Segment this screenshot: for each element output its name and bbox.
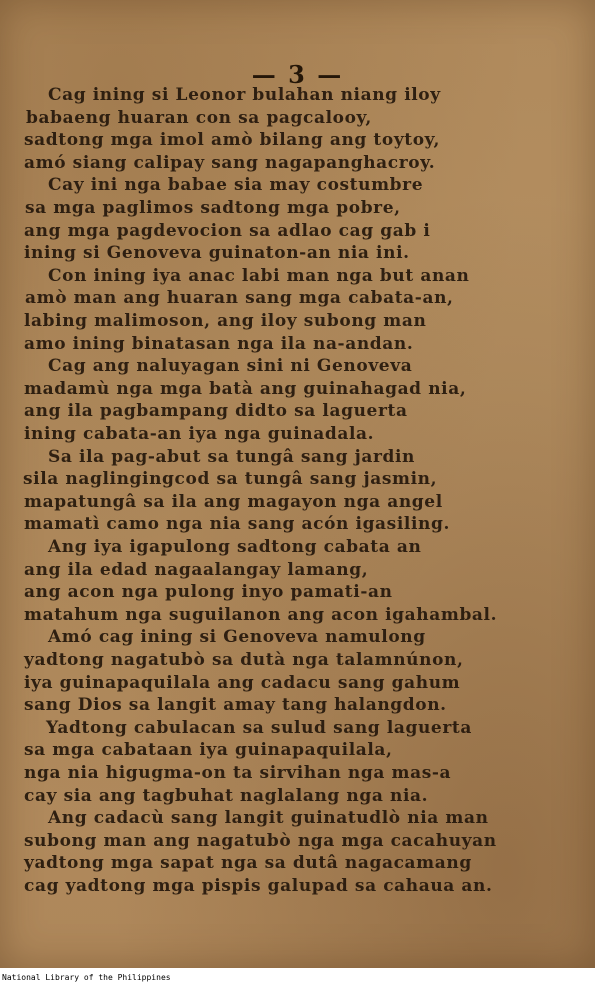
poem-line: mamatì camo nga nia sang acón igasiling. — [24, 514, 450, 535]
poem-line: ang mga pagdevocion sa adlao cag gab i — [24, 220, 431, 241]
poem-line: sa mga paglimos sadtong mga pobre, — [25, 198, 401, 218]
poem-line: amò man ang huaran sang mga cabata-an, — [25, 288, 454, 309]
library-footer: National Library of the Philippines — [2, 973, 171, 982]
poem-line: madamù nga mga batà ang guinahagad nia, — [24, 378, 467, 399]
poem-line: Cag ang naluyagan sini ni Genoveva — [48, 356, 413, 377]
poem-line: ang ila edad nagaalangay lamang, — [24, 559, 369, 580]
poem-line: sila naglingingcod sa tungâ sang jasmin, — [23, 469, 438, 490]
poem-line: sadtong mga imol amò bilang ang toytoy, — [24, 130, 441, 151]
page-number: — 3 — — [251, 60, 344, 89]
poem-line: ining si Genoveva guinaton-an nia ini. — [24, 243, 410, 264]
poem-line: sang Dios sa langit amay tang halangdon. — [24, 695, 447, 716]
poem-line: mapatungâ sa ila ang magayon nga angel — [24, 491, 443, 512]
poem-line: Amó cag ining si Genoveva namulong — [48, 627, 426, 648]
poem-line: yadtong nagatubò sa dutà nga talamnúnon, — [24, 650, 464, 670]
poem-line: yadtong mga sapat nga sa dutâ nagacamang — [24, 853, 472, 874]
poem-line: cay sia ang tagbuhat naglalang nga nia. — [24, 785, 429, 806]
poem-line: nga nia higugma-on ta sirvihan nga mas-a — [24, 763, 452, 783]
poem-line: labing malimoson, ang iloy subong man — [24, 311, 427, 331]
poem-line: matahum nga suguilanon ang acon igahambal. — [24, 604, 498, 625]
poem-line: Ang iya igapulong sadtong cabata an — [48, 537, 422, 557]
poem-line: amó siang calipay sang nagapanghacroy. — [24, 152, 436, 173]
poem-line: sa mga cabataan iya guinapaquilala, — [24, 740, 393, 761]
poem-line: iya guinapaquilala ang cadacu sang gahum — [24, 672, 461, 693]
poem-line: ang ila pagbampang didto sa laguerta — [24, 401, 408, 422]
poem-line: babaeng huaran con sa pagcalooy, — [26, 107, 372, 128]
poem-line: cag yadtong mga pispis galupad sa cahaua an. — [24, 876, 493, 896]
poem-line: amo ining binatasan nga ila na-andan. — [24, 333, 414, 354]
poem-line: ining cabata-an iya nga guinadala. — [24, 424, 375, 444]
poem-line: Sa ila pag-abut sa tungâ sang jardin — [48, 446, 416, 467]
poem-line: ang acon nga pulong inyo pamati-an — [24, 582, 393, 603]
poem-line: subong man ang nagatubò nga mga cacahuyan — [24, 830, 497, 851]
poem-line: Yadtong cabulacan sa sulud sang laguerta — [46, 717, 472, 738]
poem-line: Ang cadacù sang langit guinatudlò nia man — [48, 808, 489, 829]
poem-line: Cay ini nga babae sia may costumbre — [48, 175, 424, 196]
poem-line: Con ining iya anac labi man nga but anan — [48, 265, 470, 286]
poem-line: Cag ining si Leonor bulahan niang iloy — [48, 85, 441, 105]
